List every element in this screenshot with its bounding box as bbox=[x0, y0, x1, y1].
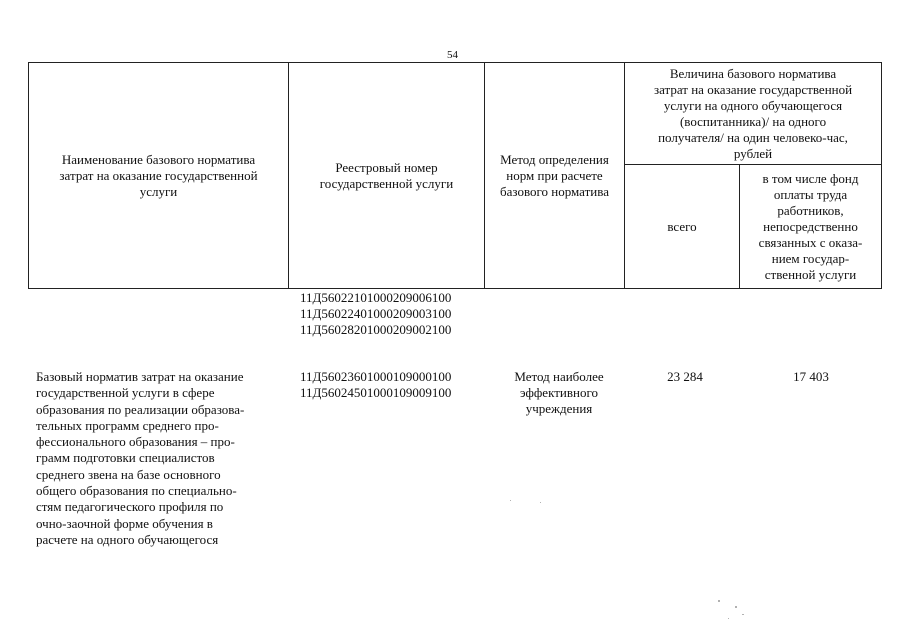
row-name-line: общего образования по специально- bbox=[36, 483, 237, 499]
prev-registry-codes bbox=[300, 290, 451, 338]
scan-speck bbox=[735, 606, 737, 608]
header-total: всего bbox=[625, 165, 740, 289]
row-name-line: Базовый норматив затрат на оказание bbox=[36, 369, 244, 384]
table-header bbox=[28, 62, 882, 289]
header-value: Величина базового норматива затрат на оказание государственной услуги на одного обучающегося (воспитанника)/ на одного получателя/ на один человеко-час, рублей bbox=[625, 63, 882, 165]
row-name-line: среднего звена на базе основного bbox=[36, 466, 221, 482]
header-fund: в том числе фонд оплаты труда работников, непосредственно связанных с оказа- нием государ- ственной услуги bbox=[740, 165, 882, 289]
row-name-line: стям педагогического профиля по bbox=[36, 499, 224, 515]
scan-speck bbox=[742, 614, 744, 615]
registry-code: 11Д56022401000209003100 bbox=[300, 306, 452, 321]
scan-speck bbox=[728, 618, 729, 619]
row-name-line: образования по реализации образова- bbox=[36, 401, 245, 417]
row-name-line: государственной услуги в сфере bbox=[36, 385, 215, 401]
registry-code: 11Д56028201000209002100 bbox=[300, 322, 452, 337]
header-registry: Реестровый номер государственной услуги bbox=[289, 63, 485, 289]
row-name-line: фессионального образования – про- bbox=[36, 434, 235, 450]
registry-code: 11Д56023601000109000100 bbox=[300, 369, 452, 384]
header-name: Наименование базового норматива затрат на оказание государственной услуги bbox=[29, 63, 289, 289]
row-name-line: тельных программ среднего про- bbox=[36, 417, 219, 433]
row-method: Метод наиболее эффективного учреждения bbox=[514, 369, 604, 416]
row-name bbox=[36, 369, 290, 548]
registry-code: 11Д56022101000209006100 bbox=[300, 290, 452, 305]
row-name-line: грамм подготовки специалистов bbox=[36, 450, 215, 466]
scan-speck bbox=[540, 502, 541, 503]
row-fund: 17 403 bbox=[793, 369, 829, 384]
scan-speck bbox=[718, 600, 720, 602]
header-method: Метод определения норм при расчете базового норматива bbox=[485, 63, 625, 289]
scan-speck bbox=[510, 500, 511, 501]
row-name-line: расчете на одного обучающегося bbox=[36, 531, 219, 547]
row-registry-codes bbox=[300, 369, 451, 401]
page-number: 54 bbox=[447, 49, 458, 61]
row-name-line: очно-заочной форме обучения в bbox=[36, 515, 213, 531]
registry-code: 11Д56024501000109009100 bbox=[300, 385, 452, 400]
row-total: 23 284 bbox=[667, 369, 703, 384]
